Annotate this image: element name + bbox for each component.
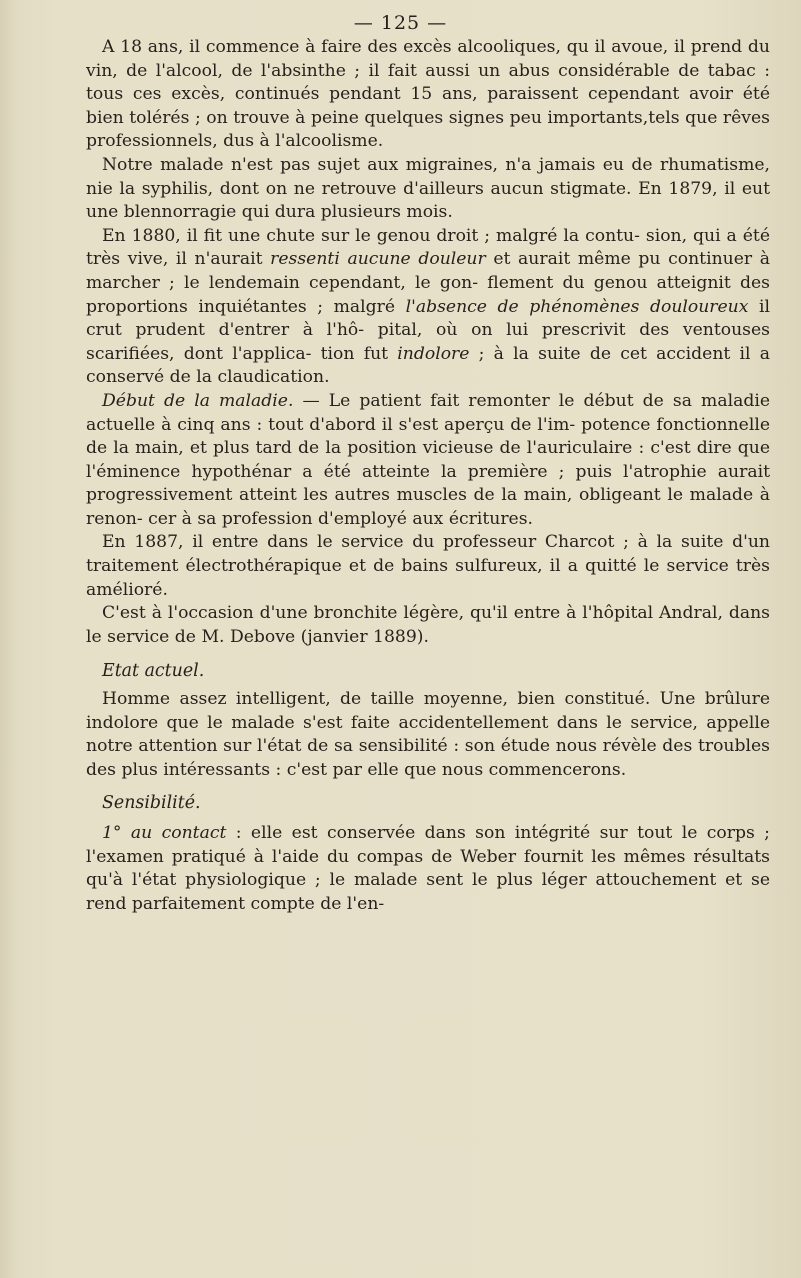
text-run: : elle est conservée dans son intégrité sur tout le corps ; l'examen pratiqué à l'aide du compas de Weber fournit les mêmes résultats qu'à l'état physiologique ; le malade sent le plus léger attouchement et se rend parfaitement compte de l'en- bbox=[86, 823, 770, 914]
paragraph bbox=[86, 390, 770, 532]
text-run: En 1880, il fit une chute sur le genou droit ; malgré la contu- sion, qui a été très vive, il n'aurait bbox=[86, 225, 770, 270]
paragraph: C'est à l'occasion d'une bronchite légère, qu'il entre à l'hôpital Andral, dans le service de M. Debove (janvier 1889). bbox=[86, 603, 770, 647]
section-heading: Sensibilité. bbox=[102, 793, 201, 814]
page-body bbox=[86, 36, 770, 916]
section-label: 1° au contact bbox=[102, 823, 227, 843]
section-heading: Etat actuel. bbox=[102, 661, 205, 682]
italic-run: indolore bbox=[397, 343, 470, 364]
text-run: il crut prudent d'entrer à l'hô- pital, où on lui prescrivit des ventouses scarifiées, dont l'applica- tion fut bbox=[86, 296, 770, 364]
italic-run: ressenti aucune douleur bbox=[270, 249, 486, 270]
section-label: Début de la maladie. bbox=[102, 390, 294, 411]
text-run: ; à la suite de cet accident il a conservé de la claudication. bbox=[86, 343, 771, 388]
paragraph: Notre malade n'est pas sujet aux migraines, n'a jamais eu de rhumatisme, nie la syphilis, dont on ne retrouve d'ailleurs aucun stigmate. En 1879, il eut une blennorragie qui dura plusieurs mois. bbox=[86, 154, 770, 223]
text-run: — Le patient fait remonter le début de sa maladie actuelle à cinq ans : tout d'abord il s'est aperçu de l'im- potence fonctionnelle de la main, et plus tard de la position vicieuse de l'auriculaire : c'est dire que l'éminence hypothénar a été atteinte la première ; puis l'atrophie aurait progressivement atteint les autres muscles de la main, obligeant le malade à renon- cer à sa profession d'employé aux écritures. bbox=[86, 390, 770, 529]
italic-run: l'absence de phénomènes douloureux bbox=[405, 296, 749, 317]
paragraph bbox=[86, 225, 770, 390]
paragraph: En 1887, il entre dans le service du professeur Charcot ; à la suite d'un traitement électrothérapique et de bains sulfureux, il a quitté le service très amélioré. bbox=[86, 532, 770, 600]
paragraph: Homme assez intelligent, de taille moyenne, bien constitué. Une brûlure indolore que le malade s'est faite accidentellement dans le service, appelle notre attention sur l'état de sa sensibilité : son étude nous révèle des troubles des plus intéressants : c'est par elle que nous commencerons. bbox=[86, 689, 770, 780]
page-number: — 125 — bbox=[353, 12, 448, 34]
paragraph bbox=[86, 822, 770, 916]
text-run: et aurait même pu continuer à marcher ; le lendemain cependant, le gon- flement du genou atteignit des proportions inquiétantes ; malgré bbox=[86, 249, 770, 317]
paragraph: A 18 ans, il commence à faire des excès alcooliques, qu il avoue, il prend du vin, de l'alcool, de l'absinthe ; il fait aussi un abus considérable de tabac : tous ces excès, continués pendant 15 ans, paraissent cependant avoir été bien tolérés ; on trouve à peine quelques signes peu importants,tels que rêves professionnels, dus à l'alcoolisme. bbox=[86, 37, 770, 152]
